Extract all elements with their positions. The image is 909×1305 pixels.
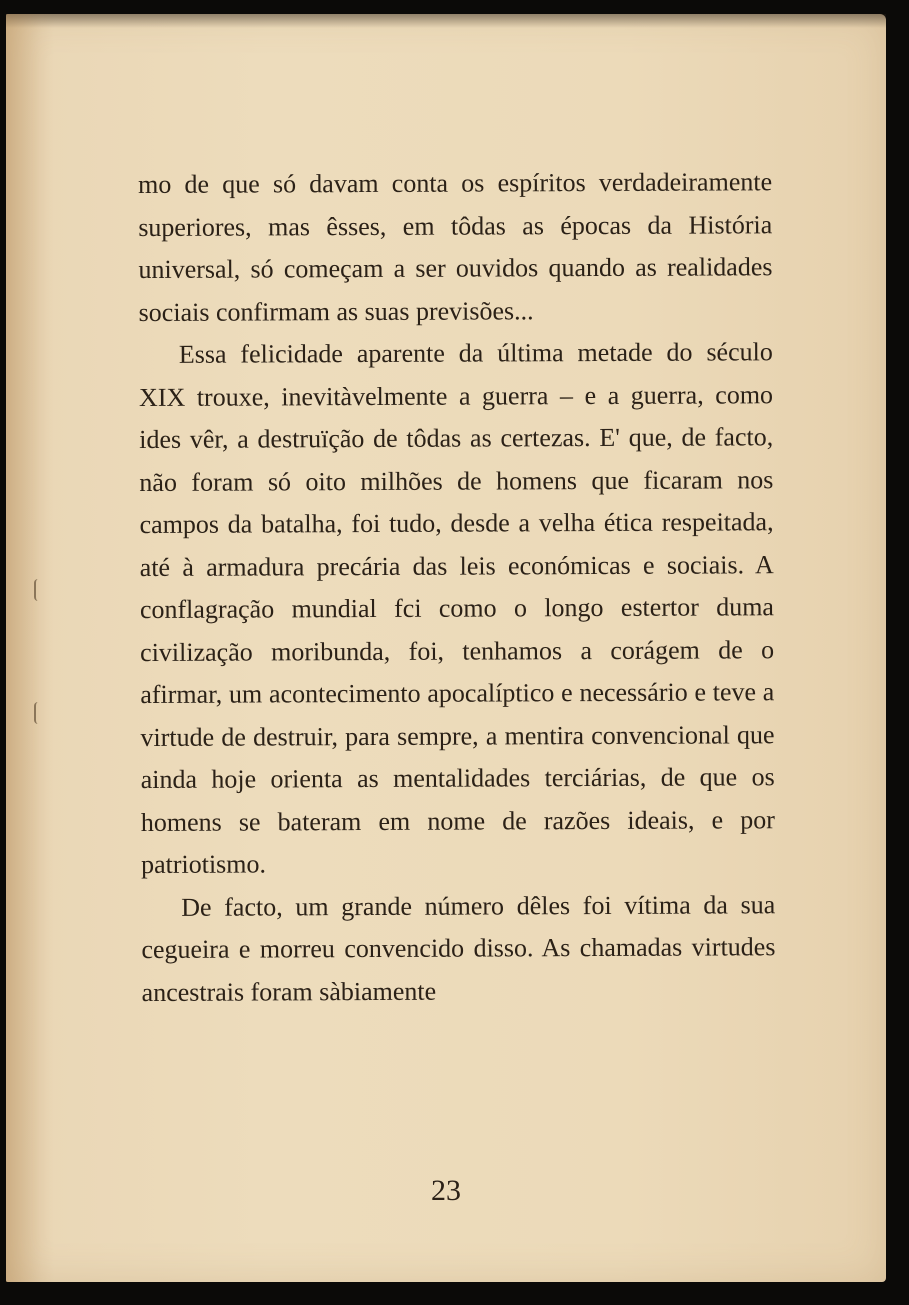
paragraph-war: Essa felicidade aparente da última metade do século XIX trouxe, inevitàvelmente a guerra – e a guerra, como ides vêr, a destruïção de tôdas as certezas. E' que, de facto, não foram só oito milhões de homens que ficaram nos campos da batalha, foi tudo, desde a velha ética respeitada, até à armadura precária das leis económicas e sociais. A conflagração mundial fci como o longo estertor duma civilização moribunda, foi, tenhamos a corágem de o afirmar, um acontecimento apocalíptico e necessário e teve a virtude de destruir, para sempre, a mentira convencional que ainda hoje orienta as mentalidades terciárias, de que os homens se bateram em nome de razões ideais, e por patriotismo. <box>138 337 775 879</box>
paragraph-continuation: mo de que só davam conta os espíritos verdadeiramente superiores, mas êsses, em tôdas as épocas da História universal, só começam a ser ouvidos quando as realidades sociais confirmam as suas previsões... <box>138 167 773 327</box>
page-top-shadow <box>6 14 886 28</box>
paragraph-victims: De facto, um grande número dêles foi vítima da sua cegueira e morreu convencido disso. As chamadas virtudes ancestrais foram sàbiamente <box>141 889 776 1007</box>
margin-ink-mark <box>34 579 46 601</box>
page-number: 23 <box>431 1174 461 1207</box>
page-gutter-edge <box>6 14 54 1282</box>
book-page <box>6 14 886 1282</box>
margin-ink-mark <box>34 702 46 724</box>
body-text <box>138 161 776 1014</box>
